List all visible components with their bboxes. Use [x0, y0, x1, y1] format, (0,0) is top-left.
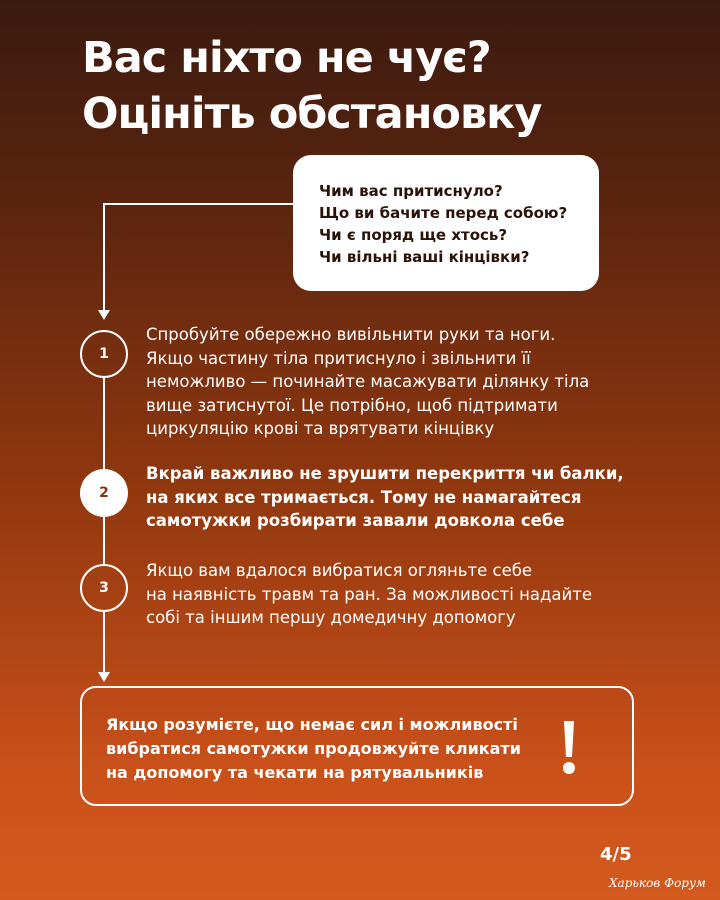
step-1-text [146, 323, 589, 441]
arrow-down-icon [98, 672, 110, 682]
title-line-2: Оцініть обстановку [82, 89, 542, 139]
page-title [82, 30, 541, 142]
watermark: Харьков Форум [609, 876, 706, 890]
connector-horizontal [103, 203, 293, 205]
step-line: Якщо вам вдалося вибратися огляньте себе [146, 561, 533, 580]
alert-line: вибратися самотужки продовжуйте кликати [106, 739, 521, 758]
step-line: Спробуйте обережно вивільнити руки та ноги. [146, 325, 556, 344]
connector-vertical-bottom [103, 612, 105, 673]
step-line: на наявність травм та ран. За можливості надайте [146, 584, 593, 604]
step-line: самотужки розбирати завали довкола себе [146, 511, 565, 530]
step-line: неможливо — починайте масажувати ділянку тіла [146, 372, 590, 391]
step-3-text [146, 559, 592, 630]
step-line: Якщо частину тіла притиснуло і звільнити її [146, 348, 531, 368]
connector-vertical-1-2 [103, 378, 105, 469]
step-line: вище затиснутої. Це потрібно, щоб підтримати [146, 395, 558, 415]
step-line: собі та іншим першу домедичну допомогу [146, 608, 516, 627]
connector-vertical-top [103, 203, 105, 311]
connector-vertical-2-3 [103, 517, 105, 564]
step-2-text [146, 462, 624, 533]
alert-box [80, 686, 634, 806]
title-line-1: Вас ніхто не чує? [82, 33, 491, 83]
page-indicator: 4/5 [600, 844, 632, 865]
step-number-3: 3 [80, 564, 128, 612]
questions-box [293, 155, 599, 291]
question-item: Чим вас притиснуло? [319, 182, 503, 200]
step-line: на яких все тримається. Тому не намагайтеся [146, 487, 582, 507]
step-number-1: 1 [80, 330, 128, 378]
question-item: Чи вільні ваші кінцівки? [319, 248, 530, 266]
alert-line: Якщо розумієте, що немає сил і можливості [106, 715, 518, 734]
exclamation-icon [562, 719, 576, 775]
step-line: Вкрай важливо не зрушити перекриття чи балки, [146, 464, 624, 483]
arrow-down-icon [98, 310, 110, 320]
question-item: Чи є поряд ще хтось? [319, 226, 508, 244]
step-number-2: 2 [80, 469, 128, 517]
alert-line: на допомогу та чекати на рятувальників [106, 763, 484, 782]
step-line: циркуляцію крові та врятувати кінцівку [146, 419, 495, 438]
question-item: Що ви бачите перед собою? [319, 204, 568, 222]
alert-text [106, 713, 521, 785]
